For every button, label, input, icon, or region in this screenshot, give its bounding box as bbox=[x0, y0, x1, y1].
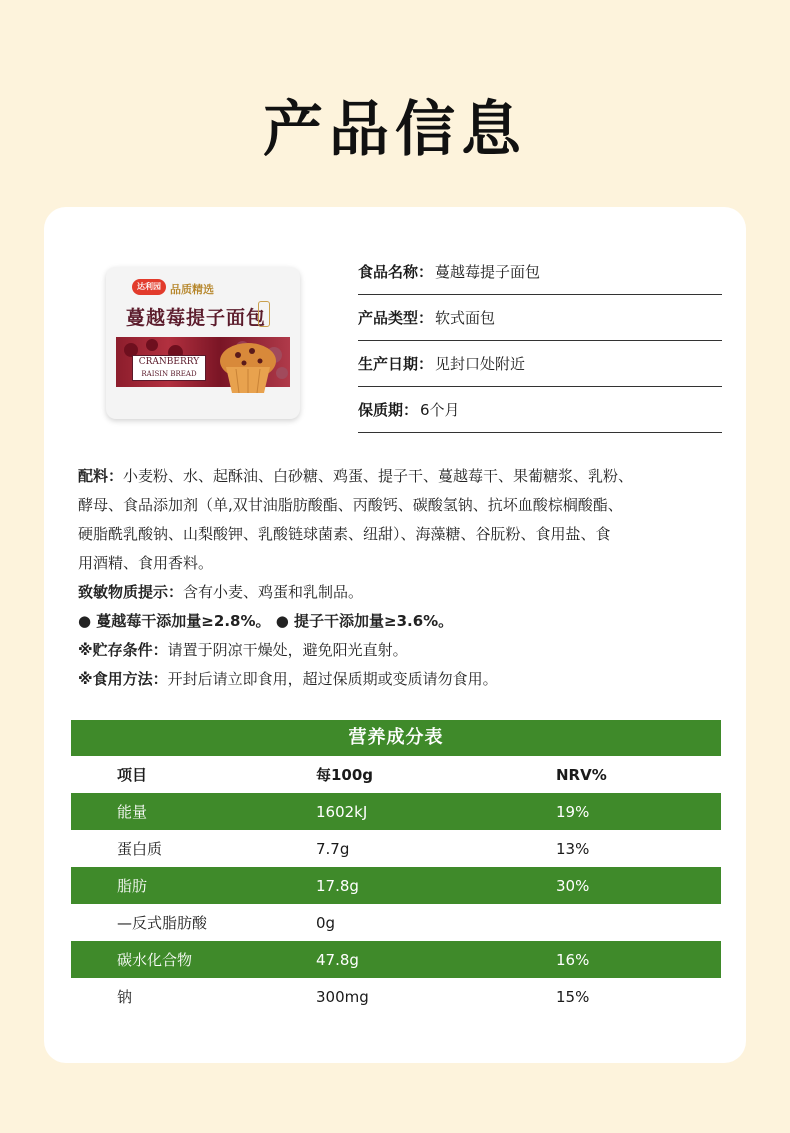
ingredients-section bbox=[78, 462, 723, 694]
usage-line bbox=[78, 665, 723, 694]
muffin-icon bbox=[218, 341, 278, 395]
info-row-name bbox=[358, 249, 722, 295]
info-label: 产品类型： bbox=[358, 309, 434, 327]
info-label: 食品名称： bbox=[358, 263, 434, 281]
nutrient-name: 碳水化合物 bbox=[117, 951, 193, 969]
additions-line: ● 蔓越莓干添加量≥2.8%。 ● 提子干添加量≥3.6%。 bbox=[78, 612, 454, 630]
nutrient-amount: 17.8g bbox=[316, 876, 359, 895]
nutrition-header-row bbox=[71, 756, 721, 793]
nutrient-name: 脂肪 bbox=[117, 877, 148, 895]
info-value: 软式面包 bbox=[435, 309, 496, 327]
nutrient-nrv: 15% bbox=[556, 987, 590, 1006]
nutrition-table bbox=[71, 720, 721, 1015]
package-series: 品质精选 bbox=[170, 283, 214, 296]
table-row bbox=[71, 793, 721, 830]
table-row bbox=[71, 830, 721, 867]
info-value: 见封口处附近 bbox=[435, 355, 526, 373]
ingredients-label: 配料： bbox=[78, 467, 124, 485]
nutrient-amount: 1602kJ bbox=[316, 802, 368, 821]
info-value: 6个月 bbox=[420, 401, 460, 419]
ingredients-line: 用酒精、食用香料。 bbox=[78, 554, 214, 572]
ingredients-line: 酵母、食品添加剂（单,双甘油脂肪酸酯、丙酸钙、碳酸氢钠、抗坏血酸棕榈酸酯、 bbox=[78, 496, 623, 514]
usage-value: 开封后请立即食用，超过保质期或变质请勿食用。 bbox=[167, 670, 498, 688]
english-line-2: RAISIN BREAD bbox=[141, 370, 197, 378]
table-row bbox=[71, 904, 721, 941]
nutrition-table-title: 营养成分表 bbox=[71, 720, 721, 756]
brand-logo: 达利园 bbox=[132, 279, 166, 295]
english-line-1: CRANBERRY bbox=[138, 357, 200, 367]
info-row-type bbox=[358, 295, 722, 341]
ingredients-text: 小麦粉、水、起酥油、白砂糖、鸡蛋、提子干、蔓越莓干、果葡糖浆、乳粉、 bbox=[123, 467, 634, 485]
info-label: 生产日期： bbox=[358, 355, 434, 373]
nutrient-name: 蛋白质 bbox=[117, 840, 163, 858]
product-info-card bbox=[44, 207, 746, 1063]
ingredients-line: 硬脂酰乳酸钠、山梨酸钾、乳酸链球菌素、纽甜）、海藻糖、谷朊粉、食用盐、食 bbox=[78, 525, 611, 543]
product-info-list bbox=[358, 249, 722, 433]
nutrient-nrv: 19% bbox=[556, 802, 590, 821]
allergen-label: 致敏物质提示： bbox=[78, 583, 184, 601]
page-title: 产品信息 bbox=[263, 95, 527, 165]
info-row-shelf-life bbox=[358, 387, 722, 433]
table-row bbox=[71, 941, 721, 978]
table-row bbox=[71, 867, 721, 904]
nutrient-amount: 300mg bbox=[316, 987, 369, 1006]
storage-value: 请置于阴凉干燥处，避免阳光直射。 bbox=[167, 641, 408, 659]
package-product-name: 蔓越莓提子面包 bbox=[126, 307, 267, 329]
product-package-image bbox=[106, 267, 300, 419]
nutrient-amount: 0g bbox=[316, 913, 336, 932]
nutrient-nrv: 16% bbox=[556, 950, 590, 969]
package-english-label bbox=[132, 355, 206, 381]
nutrient-nrv: 30% bbox=[556, 876, 590, 895]
header-per100g: 每100g bbox=[316, 766, 374, 784]
package-tag bbox=[258, 301, 270, 327]
ingredients-line bbox=[78, 462, 723, 491]
info-label: 保质期： bbox=[358, 401, 419, 419]
allergen-line bbox=[78, 578, 723, 607]
table-row bbox=[71, 978, 721, 1015]
nutrient-name: —反式脂肪酸 bbox=[117, 914, 208, 932]
nutrient-amount: 47.8g bbox=[316, 950, 359, 969]
nutrient-name: 能量 bbox=[117, 803, 148, 821]
storage-line bbox=[78, 636, 723, 665]
info-value: 蔓越莓提子面包 bbox=[435, 263, 541, 281]
storage-label: ※贮存条件： bbox=[78, 641, 168, 659]
nutrient-name: 钠 bbox=[117, 988, 133, 1006]
info-row-production-date bbox=[358, 341, 722, 387]
allergen-value: 含有小麦、鸡蛋和乳制品。 bbox=[183, 583, 364, 601]
nutrient-nrv: 13% bbox=[556, 839, 590, 858]
nutrient-amount: 7.7g bbox=[316, 839, 350, 858]
usage-label: ※食用方法： bbox=[78, 670, 168, 688]
header-nrv: NRV% bbox=[556, 765, 607, 784]
header-item: 项目 bbox=[117, 766, 148, 784]
